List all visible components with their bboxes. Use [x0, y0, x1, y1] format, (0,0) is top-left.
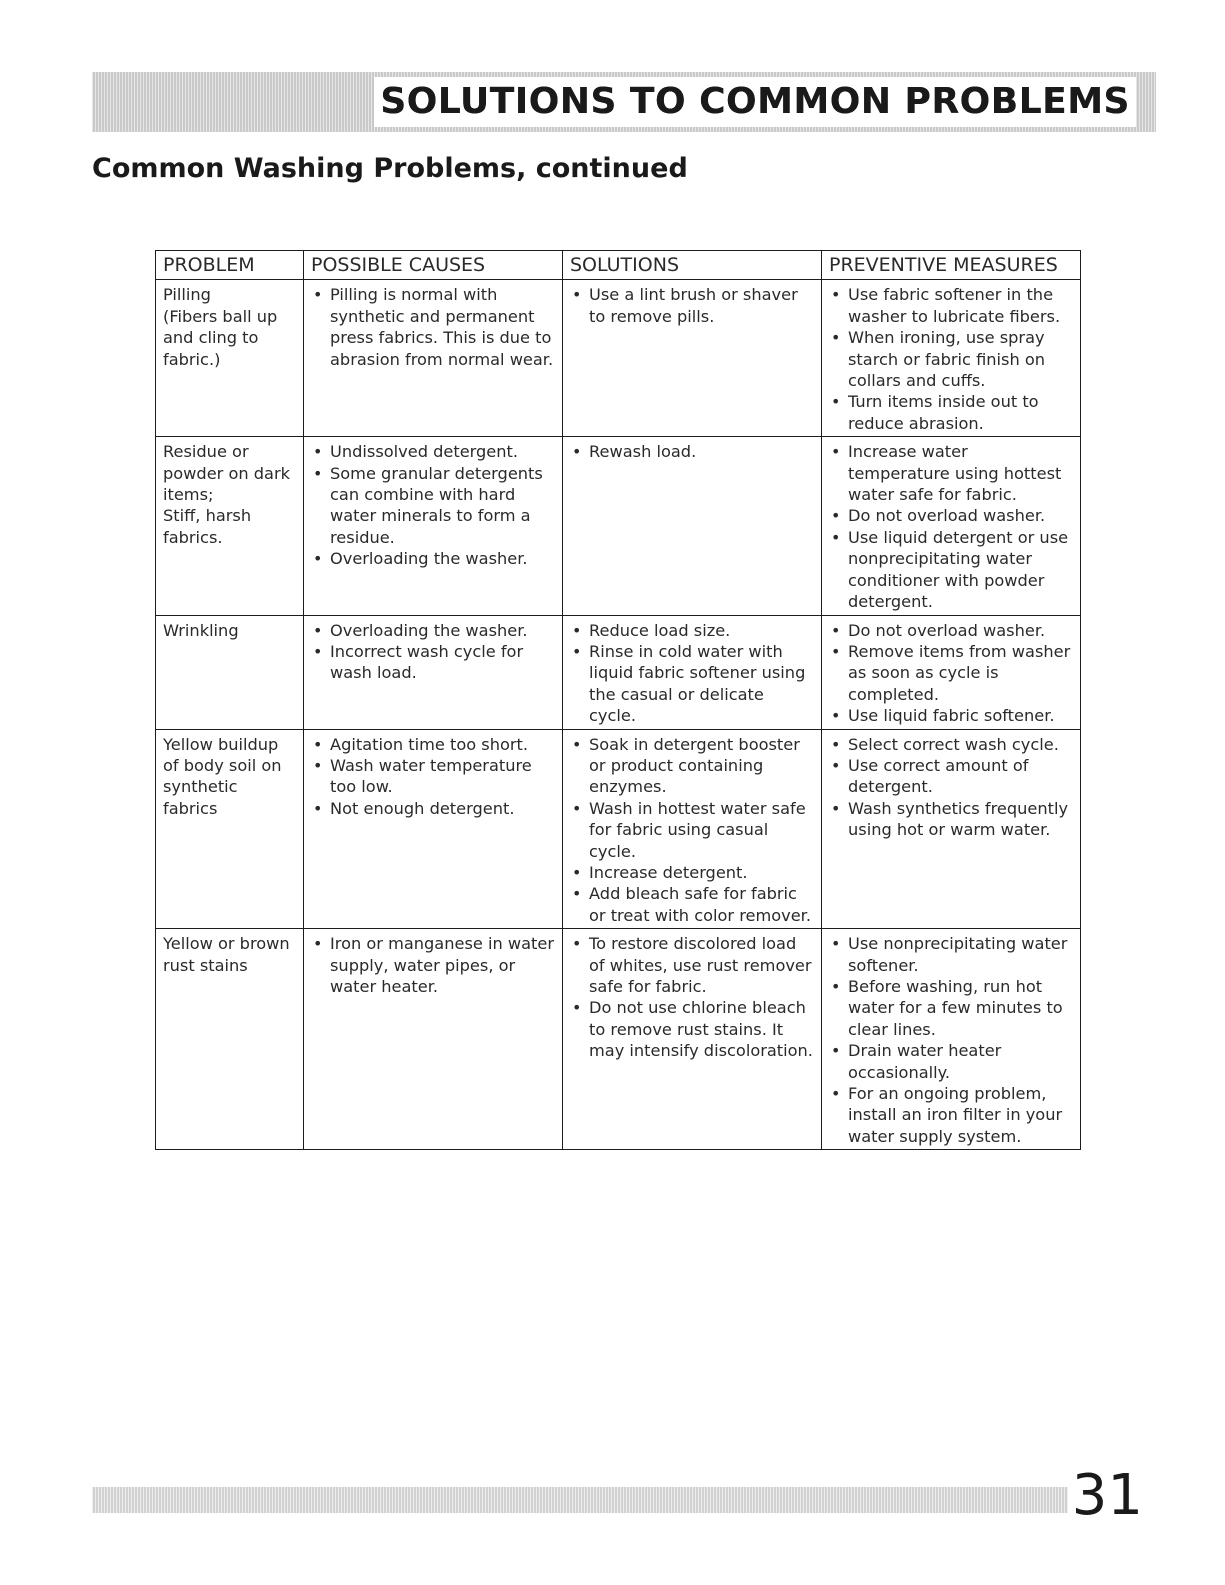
cause-item: • Some granular detergents can combine with hard water minerals to form a residue.: [311, 463, 555, 549]
measure-item: • Drain water heater occasionally.: [829, 1040, 1073, 1083]
section-title: Common Washing Problems, continued: [92, 153, 688, 184]
problem-text: Residue or powder on dark items; Stiff, harsh fabrics.: [163, 442, 290, 547]
cause-item: • Undissolved detergent.: [311, 441, 555, 462]
measure-item: • Remove items from washer as soon as cycle is completed.: [829, 641, 1073, 705]
solution-item: • Rewash load.: [570, 441, 814, 462]
footer-bar: [92, 1487, 1144, 1513]
cause-item: • Incorrect wash cycle for wash load.: [311, 641, 555, 684]
measure-item: • Use nonprecipitating water softener.: [829, 933, 1073, 976]
causes-cell: [304, 615, 563, 729]
cause-item: • Overloading the washer.: [311, 620, 555, 641]
measure-item: • Use liquid fabric softener.: [829, 705, 1073, 726]
header-possible-causes: POSSIBLE CAUSES: [304, 251, 563, 280]
header-preventive-measures: PREVENTIVE MEASURES: [822, 251, 1081, 280]
solution-item: • Add bleach safe for fabric or treat with color remover.: [570, 883, 814, 926]
cause-item: • Agitation time too short.: [311, 734, 555, 755]
problem-cell: [156, 929, 304, 1150]
problems-table: [155, 250, 1081, 1150]
causes-cell: [304, 280, 563, 437]
solution-item: • Do not use chlorine bleach to remove rust stains. It may intensify discoloration.: [570, 997, 814, 1061]
problem-text: Pilling (Fibers ball up and cling to fabric.): [163, 285, 278, 369]
causes-cell: [304, 929, 563, 1150]
cause-item: • Iron or manganese in water supply, water pipes, or water heater.: [311, 933, 555, 997]
solutions-cell: [563, 615, 822, 729]
problem-cell: [156, 280, 304, 437]
measure-item: • Turn items inside out to reduce abrasion.: [829, 391, 1073, 434]
cause-item: • Not enough detergent.: [311, 798, 555, 819]
solution-item: • Reduce load size.: [570, 620, 814, 641]
cause-item: • Overloading the washer.: [311, 548, 555, 569]
measure-item: • For an ongoing problem, install an iron filter in your water supply system.: [829, 1083, 1073, 1147]
solution-item: • Use a lint brush or shaver to remove pills.: [570, 284, 814, 327]
banner-title: SOLUTIONS TO COMMON PROBLEMS: [374, 77, 1136, 127]
table-row: [156, 280, 1081, 437]
table-header-row: [156, 251, 1081, 280]
problem-text: Yellow buildup of body soil on synthetic fabrics: [163, 734, 282, 818]
solution-item: • Wash in hottest water safe for fabric using casual cycle.: [570, 798, 814, 862]
measure-item: • Select correct wash cycle.: [829, 734, 1073, 755]
cause-item: • Pilling is normal with synthetic and permanent press fabrics. This is due to abrasion from normal wear.: [311, 284, 555, 370]
measures-cell: [822, 615, 1081, 729]
problem-cell: [156, 615, 304, 729]
measures-cell: [822, 929, 1081, 1150]
measure-item: • Do not overload washer.: [829, 620, 1073, 641]
table-row: [156, 729, 1081, 929]
solution-item: • Increase detergent.: [570, 862, 814, 883]
measure-item: • Increase water temperature using hottest water safe for fabric.: [829, 441, 1073, 505]
solutions-cell: [563, 729, 822, 929]
measure-item: • Use fabric softener in the washer to lubricate fibers.: [829, 284, 1073, 327]
problem-text: Yellow or brown rust stains: [163, 934, 290, 975]
measure-item: • Use correct amount of detergent.: [829, 755, 1073, 798]
causes-cell: [304, 729, 563, 929]
measures-cell: [822, 437, 1081, 615]
cause-item: • Wash water temperature too low.: [311, 755, 555, 798]
measures-cell: [822, 280, 1081, 437]
measure-item: • When ironing, use spray starch or fabric finish on collars and cuffs.: [829, 327, 1073, 391]
causes-cell: [304, 437, 563, 615]
solutions-cell: [563, 929, 822, 1150]
problem-cell: [156, 729, 304, 929]
measure-item: • Use liquid detergent or use nonprecipitating water conditioner with powder detergent.: [829, 527, 1073, 613]
problem-cell: [156, 437, 304, 615]
solution-item: • Soak in detergent booster or product containing enzymes.: [570, 734, 814, 798]
header-problem: PROBLEM: [156, 251, 304, 280]
measure-item: • Wash synthetics frequently using hot or warm water.: [829, 798, 1073, 841]
table-row: [156, 437, 1081, 615]
problem-text: Wrinkling: [163, 620, 239, 640]
solutions-cell: [563, 437, 822, 615]
measures-cell: [822, 729, 1081, 929]
measure-item: • Do not overload washer.: [829, 505, 1073, 526]
header-solutions: SOLUTIONS: [563, 251, 822, 280]
solutions-cell: [563, 280, 822, 437]
table-row: [156, 615, 1081, 729]
solution-item: • Rinse in cold water with liquid fabric softener using the casual or delicate cycle.: [570, 641, 814, 727]
solution-item: • To restore discolored load of whites, use rust remover safe for fabric.: [570, 933, 814, 997]
section-banner: [92, 72, 1156, 132]
page-number: 31: [1068, 1466, 1147, 1526]
measure-item: • Before washing, run hot water for a few minutes to clear lines.: [829, 976, 1073, 1040]
table-row: [156, 929, 1081, 1150]
